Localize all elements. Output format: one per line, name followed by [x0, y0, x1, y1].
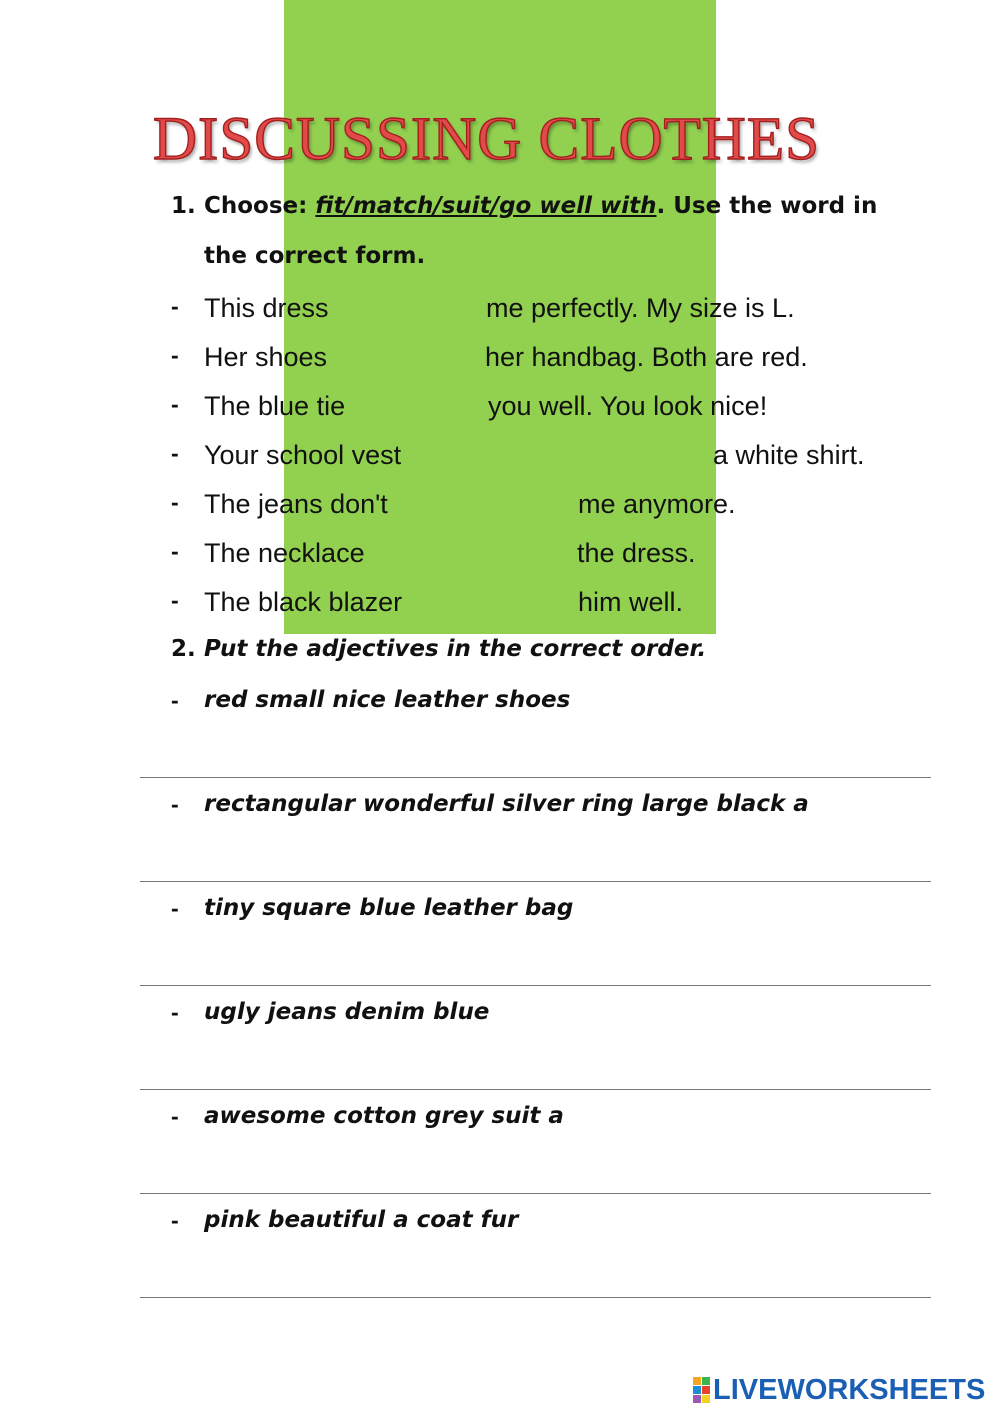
item-4-dash: - [171, 999, 179, 1025]
brand-name: LIVEWORKSHEETS [713, 1373, 986, 1406]
sentence-7-after: him well. [578, 587, 684, 617]
item-2-dash: - [171, 791, 179, 817]
question-1-number: 1. [171, 193, 196, 219]
sentence-5-before: The jeans don't [204, 489, 388, 519]
liveworksheets-brand[interactable] [693, 1372, 993, 1408]
answer-line-4[interactable] [140, 1089, 931, 1090]
sentence-4-after: a white shirt. [713, 440, 865, 470]
page-title: DISCUSSING CLOTHES [153, 106, 821, 173]
sentence-1-dash: - [171, 293, 179, 319]
item-6-text: pink beautiful a coat fur [204, 1207, 519, 1233]
sentence-1-after: me perfectly. My size is L. [486, 293, 795, 323]
sentence-3-dash: - [171, 391, 179, 417]
answer-line-2[interactable] [140, 881, 931, 882]
sentence-6-after: the dress. [577, 538, 696, 568]
sentence-3-after: you well. You look nice! [488, 391, 768, 421]
item-1-dash: - [171, 687, 179, 713]
liveworksheets-logo-icon [693, 1377, 709, 1403]
item-5-text: awesome cotton grey suit a [204, 1103, 564, 1129]
item-3-dash: - [171, 895, 179, 921]
answer-line-6[interactable] [140, 1297, 931, 1298]
question-1-instruction-a: . Use the word in [656, 193, 878, 219]
sentence-1-before: This dress [204, 293, 329, 323]
item-1-text: red small nice leather shoes [204, 687, 571, 713]
item-5-dash: - [171, 1103, 179, 1129]
question-1-instruction-b: the correct form. [204, 243, 426, 269]
sentence-7-dash: - [171, 587, 179, 613]
item-4-text: ugly jeans denim blue [204, 999, 490, 1025]
sentence-6-before: The necklace [204, 538, 365, 568]
sentence-4-before: Your school vest [204, 440, 402, 470]
sentence-2-before: Her shoes [204, 342, 328, 372]
sentence-2-dash: - [171, 342, 179, 368]
sentence-2-after: her handbag. Both are red. [485, 342, 808, 372]
item-2-text: rectangular wonderful silver ring large black a [204, 791, 809, 817]
question-1-instruction [204, 193, 877, 219]
question-2-instruction: Put the adjectives in the correct order. [204, 636, 707, 662]
question-1-options: fit/match/suit/go well with [315, 193, 657, 219]
sentence-4-dash: - [171, 440, 179, 466]
item-3-text: tiny square blue leather bag [204, 895, 574, 921]
question-1-prefix: Choose: [204, 193, 316, 219]
sentence-5-dash: - [171, 489, 179, 515]
answer-line-1[interactable] [140, 777, 931, 778]
sentence-7-before: The black blazer [204, 587, 403, 617]
answer-line-5[interactable] [140, 1193, 931, 1194]
answer-line-3[interactable] [140, 985, 931, 986]
sentence-6-dash: - [171, 538, 179, 564]
question-2-number: 2. [171, 636, 196, 662]
sentence-3-before: The blue tie [204, 391, 346, 421]
item-6-dash: - [171, 1207, 179, 1233]
sentence-5-after: me anymore. [578, 489, 736, 519]
